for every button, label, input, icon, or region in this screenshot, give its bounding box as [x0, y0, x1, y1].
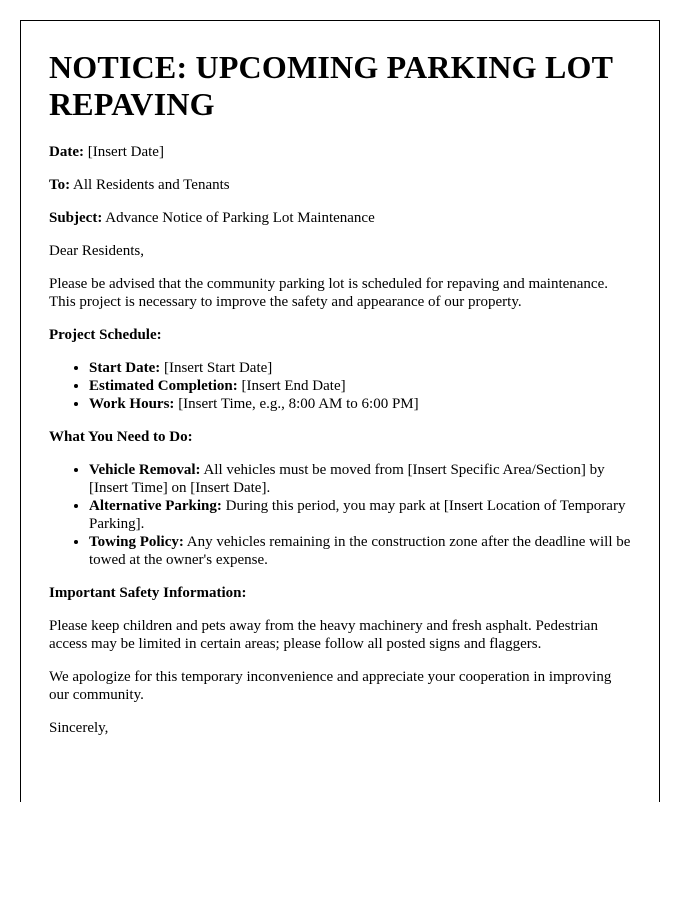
- subject-label: Subject:: [49, 210, 103, 226]
- todo-item-alternative-parking: [89, 497, 631, 533]
- apology-paragraph: We apologize for this temporary inconvenience and appreciate your cooperation in improving our community.: [49, 669, 612, 703]
- safety-paragraph: Please keep children and pets away from the heavy machinery and fresh asphalt. Pedestrian access may be limited in certain areas; please follow all posted signs and flaggers.: [49, 618, 598, 652]
- subject-line: [49, 209, 631, 227]
- schedule-item-label: Estimated Completion:: [89, 378, 238, 394]
- todo-item-label: Vehicle Removal:: [89, 462, 201, 478]
- subject-value: Advance Notice of Parking Lot Maintenance: [102, 210, 375, 226]
- todo-item-towing-policy: [89, 533, 631, 569]
- date-line: [49, 143, 631, 161]
- schedule-item-label: Start Date:: [89, 360, 161, 376]
- todo-item-label: Alternative Parking:: [89, 498, 222, 514]
- todo-heading: What You Need to Do:: [49, 429, 193, 445]
- todo-item-vehicle-removal: [89, 461, 631, 497]
- todo-item-value: Any vehicles remaining in the construction zone after the deadline will be towed at the owner's expense.: [89, 534, 631, 568]
- todo-list: [49, 461, 631, 569]
- schedule-item-label: Work Hours:: [89, 396, 175, 412]
- safety-heading: Important Safety Information:: [49, 585, 247, 601]
- schedule-item-completion: [89, 377, 631, 395]
- date-value: [Insert Date]: [83, 144, 164, 160]
- schedule-item-value: [Insert Start Date]: [160, 360, 273, 376]
- schedule-item-value: [Insert Time, e.g., 8:00 AM to 6:00 PM]: [174, 396, 419, 412]
- closing: Sincerely,: [49, 720, 109, 736]
- notice-document: [20, 20, 660, 802]
- date-label: Date:: [49, 144, 84, 160]
- greeting: Dear Residents,: [49, 243, 144, 259]
- schedule-list: [49, 359, 631, 413]
- schedule-item-work-hours: [89, 395, 631, 413]
- schedule-item-start-date: [89, 359, 631, 377]
- todo-item-value: During this period, you may park at [Insert Location of Temporary Parking].: [89, 498, 626, 532]
- schedule-item-value: [Insert End Date]: [237, 378, 346, 394]
- intro-paragraph: Please be advised that the community parking lot is scheduled for repaving and maintenance. This project is necessary to improve the safety and appearance of our property.: [49, 276, 608, 310]
- todo-item-value: All vehicles must be moved from [Insert Specific Area/Section] by [Insert Time] on [Insert Date].: [89, 462, 605, 496]
- to-line: [49, 176, 631, 194]
- to-label: To:: [49, 177, 71, 193]
- notice-title: NOTICE: UPCOMING PARKING LOT REPAVING: [49, 49, 613, 122]
- schedule-heading: Project Schedule:: [49, 327, 162, 343]
- to-value: All Residents and Tenants: [70, 177, 230, 193]
- todo-item-label: Towing Policy:: [89, 534, 184, 550]
